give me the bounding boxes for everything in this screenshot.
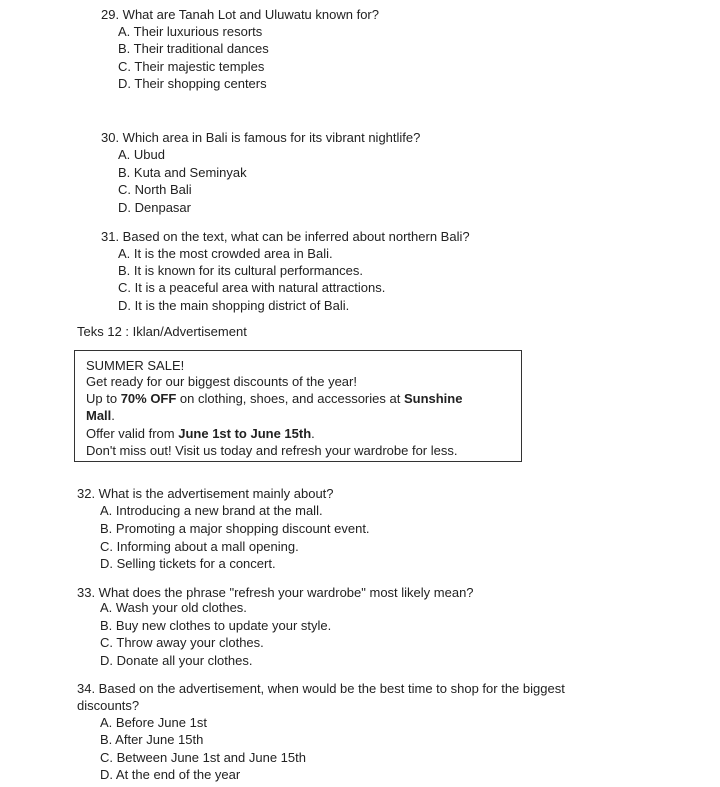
option: B. After June 15th <box>100 732 204 747</box>
option: A. It is the most crowded area in Bali. <box>118 246 333 261</box>
ad-text: on clothing, shoes, and accessories at <box>176 391 404 406</box>
ad-line <box>86 408 115 424</box>
option: C. Their majestic temples <box>118 59 265 74</box>
option: C. It is a peaceful area with natural attractions. <box>118 280 386 295</box>
option: C. Between June 1st and June 15th <box>100 750 306 765</box>
option: C. North Bali <box>118 182 192 197</box>
ad-mall: Mall <box>86 408 112 423</box>
option: C. Throw away your clothes. <box>100 635 264 650</box>
question-34-cont: discounts? <box>77 698 140 713</box>
question-30: 30. Which area in Bali is famous for its vibrant nightlife? <box>101 130 421 145</box>
option: B. Buy new clothes to update your style. <box>100 618 332 633</box>
ad-title: SUMMER SALE! <box>86 358 185 373</box>
option: A. Their luxurious resorts <box>118 24 263 39</box>
option: D. It is the main shopping district of Bali. <box>118 298 350 313</box>
ad-text: . <box>111 408 115 423</box>
option: A. Wash your old clothes. <box>100 600 247 615</box>
ad-text: . <box>311 426 315 441</box>
option: B. Their traditional dances <box>118 41 269 56</box>
option: D. Selling tickets for a concert. <box>100 556 276 571</box>
ad-mall: Sunshine <box>403 391 463 406</box>
question-32: 32. What is the advertisement mainly about? <box>77 486 334 501</box>
option: A. Ubud <box>118 147 165 162</box>
ad-dates: June 1st to June 15th <box>178 426 312 441</box>
option: D. Donate all your clothes. <box>100 653 253 668</box>
question-31: 31. Based on the text, what can be inferred about northern Bali? <box>101 229 470 244</box>
option: D. At the end of the year <box>100 767 241 782</box>
ad-text: Offer valid from <box>86 426 179 441</box>
ad-line: Get ready for our biggest discounts of the year! <box>86 374 357 389</box>
ad-line <box>86 426 315 442</box>
option: B. Promoting a major shopping discount event. <box>100 521 370 536</box>
option: B. It is known for its cultural performances. <box>118 263 363 278</box>
option: A. Introducing a new brand at the mall. <box>100 503 323 518</box>
ad-discount: 70% OFF <box>120 391 177 406</box>
option: B. Kuta and Seminyak <box>118 165 247 180</box>
ad-line <box>86 391 462 407</box>
question-29: 29. What are Tanah Lot and Uluwatu known for? <box>101 7 379 22</box>
option: D. Their shopping centers <box>118 76 267 91</box>
ad-line: Don't miss out! Visit us today and refresh your wardrobe for less. <box>86 443 458 458</box>
text-heading: Teks 12 : Iklan/Advertisement <box>77 324 247 339</box>
question-34: 34. Based on the advertisement, when would be the best time to shop for the biggest <box>77 681 565 696</box>
option: C. Informing about a mall opening. <box>100 539 299 554</box>
option: D. Denpasar <box>118 200 191 215</box>
question-33: 33. What does the phrase "refresh your wardrobe" most likely mean? <box>77 585 474 600</box>
option: A. Before June 1st <box>100 715 207 730</box>
ad-text: Up to <box>86 391 121 406</box>
